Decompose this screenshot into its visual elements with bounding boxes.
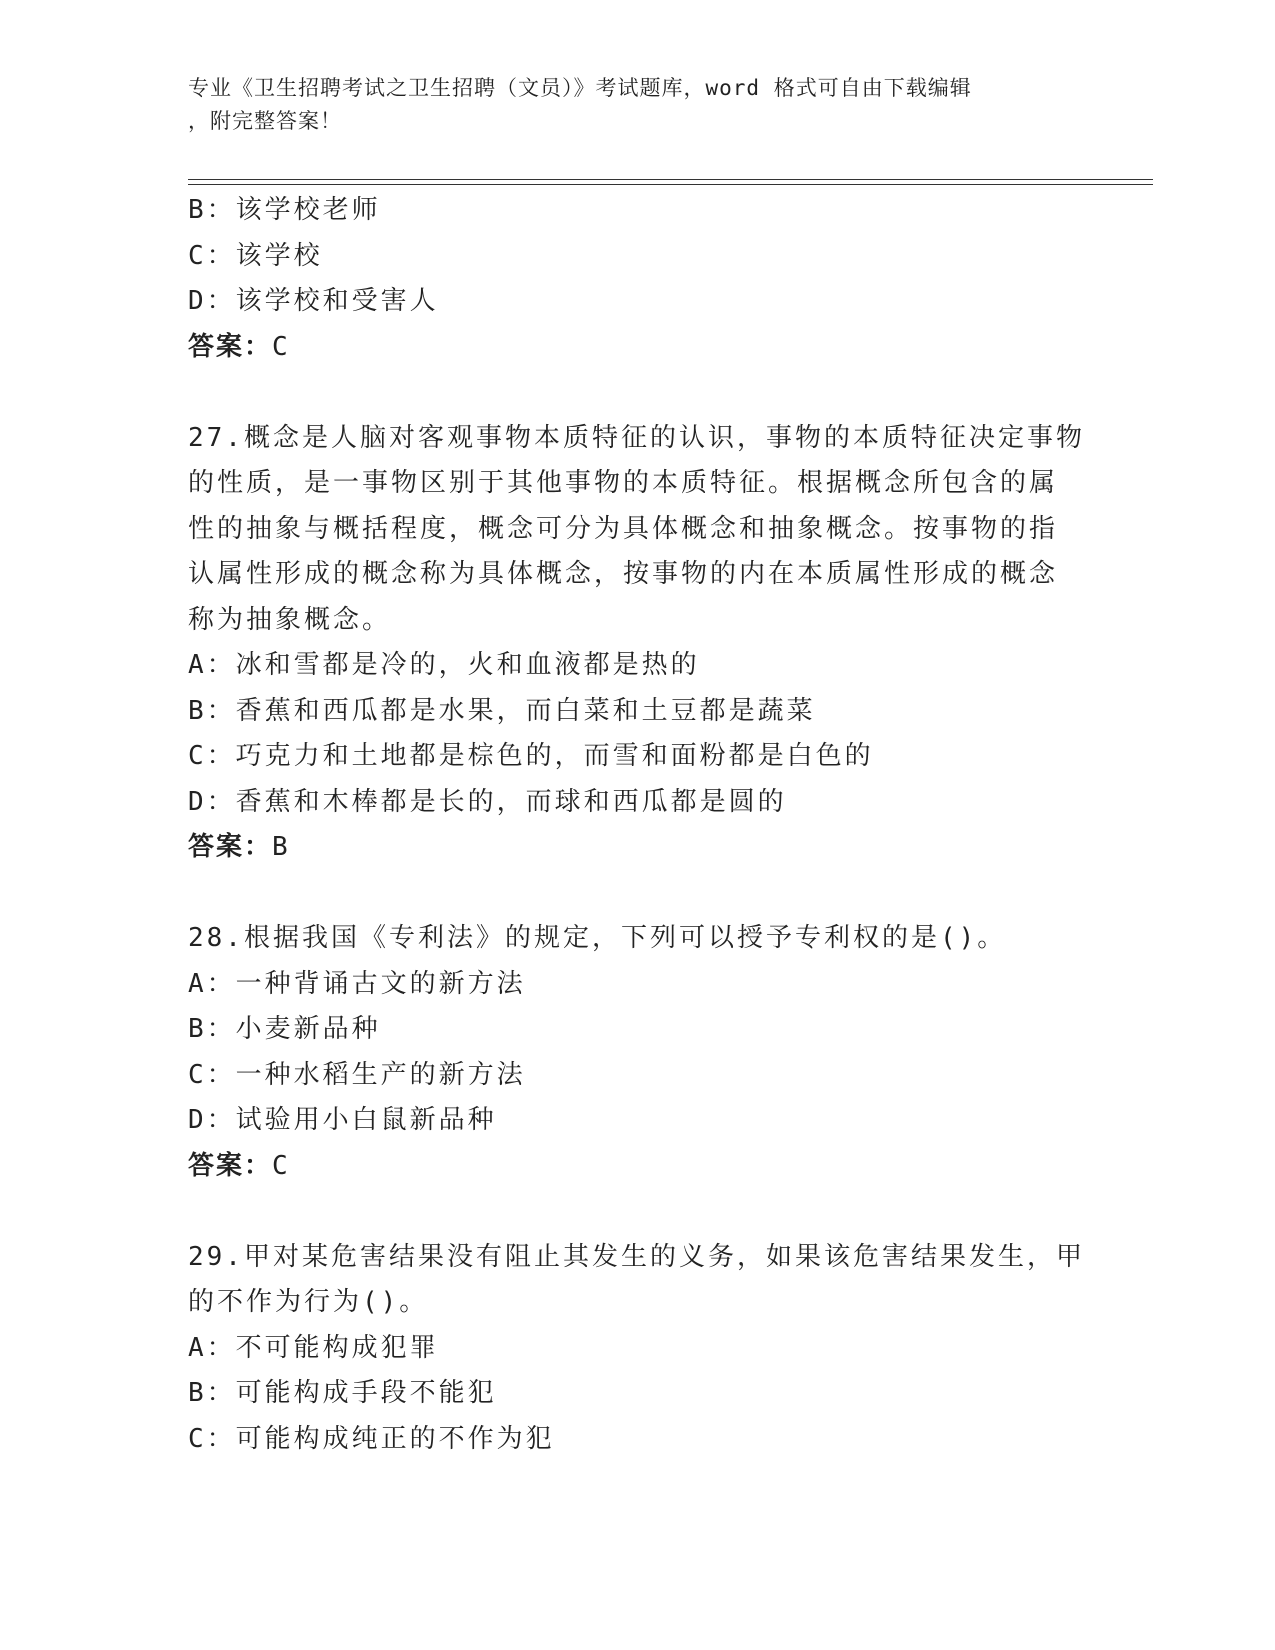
option-d: D：香蕉和木棒都是长的，而球和西瓜都是圆的	[188, 786, 787, 817]
question-stem-line: 28.根据我国《专利法》的规定，下列可以授予专利权的是()。	[188, 923, 1007, 953]
option-d: D：该学校和受害人	[188, 286, 439, 316]
answer-value: B	[272, 832, 291, 862]
question-content	[188, 188, 1088, 1462]
answer-label: 答案：	[188, 331, 273, 362]
question-29	[188, 1235, 1088, 1463]
option-c: C：一种水稻生产的新方法	[188, 1059, 526, 1090]
question-stem-line: 的性质，是一事物区别于其他事物的本质特征。根据概念所包含的属	[188, 468, 1059, 498]
answer-line	[188, 825, 1088, 871]
option-c: C：该学校	[188, 240, 323, 271]
question-stem-line: 27.概念是人脑对客观事物本质特征的认识，事物的本质特征决定事物	[188, 422, 1085, 453]
answer-label: 答案：	[188, 832, 273, 862]
header-line-1: 专业《卫生招聘考试之卫生招聘（文员）》考试题库，word 格式可自由下载编辑	[188, 76, 972, 100]
question-stem-line: 称为抽象概念。	[188, 604, 392, 635]
question-28	[188, 916, 1088, 1189]
spacer	[188, 871, 1088, 917]
document-header	[188, 72, 1088, 138]
question-stem-line: 性的抽象与概括程度，概念可分为具体概念和抽象概念。按事物的指	[188, 513, 1059, 544]
option-d: D：试验用小白鼠新品种	[188, 1105, 497, 1135]
option-a: A：冰和雪都是冷的，火和血液都是热的	[188, 650, 700, 680]
option-a: A：一种背诵古文的新方法	[188, 968, 526, 999]
option-b: B：香蕉和西瓜都是水果，而白菜和土豆都是蔬菜	[188, 695, 816, 726]
option-b: B：可能构成手段不能犯	[188, 1378, 497, 1408]
question-27	[188, 416, 1088, 871]
question-26	[188, 188, 1088, 370]
spacer	[188, 1189, 1088, 1235]
question-stem-line: 的不作为行为()。	[188, 1287, 429, 1317]
option-b: B：该学校老师	[188, 195, 381, 225]
answer-line	[188, 325, 1088, 371]
header-rule-bottom	[188, 184, 1153, 185]
option-c: C：可能构成纯正的不作为犯	[188, 1423, 555, 1454]
header-line-2: ，附完整答案！	[188, 109, 342, 133]
question-stem-line: 29.甲对某危害结果没有阻止其发生的义务，如果该危害结果发生，甲	[188, 1241, 1085, 1272]
answer-value: C	[272, 1150, 291, 1181]
header-rule-top	[188, 179, 1153, 180]
question-stem-line: 认属性形成的概念称为具体概念，按事物的内在本质属性形成的概念	[188, 559, 1059, 589]
answer-line	[188, 1144, 1088, 1190]
option-a: A：不可能构成犯罪	[188, 1332, 439, 1363]
answer-label: 答案：	[188, 1150, 273, 1181]
option-c: C：巧克力和土地都是棕色的，而雪和面粉都是白色的	[188, 741, 874, 771]
option-b: B：小麦新品种	[188, 1014, 381, 1044]
answer-value: C	[272, 331, 291, 362]
spacer	[188, 370, 1088, 416]
